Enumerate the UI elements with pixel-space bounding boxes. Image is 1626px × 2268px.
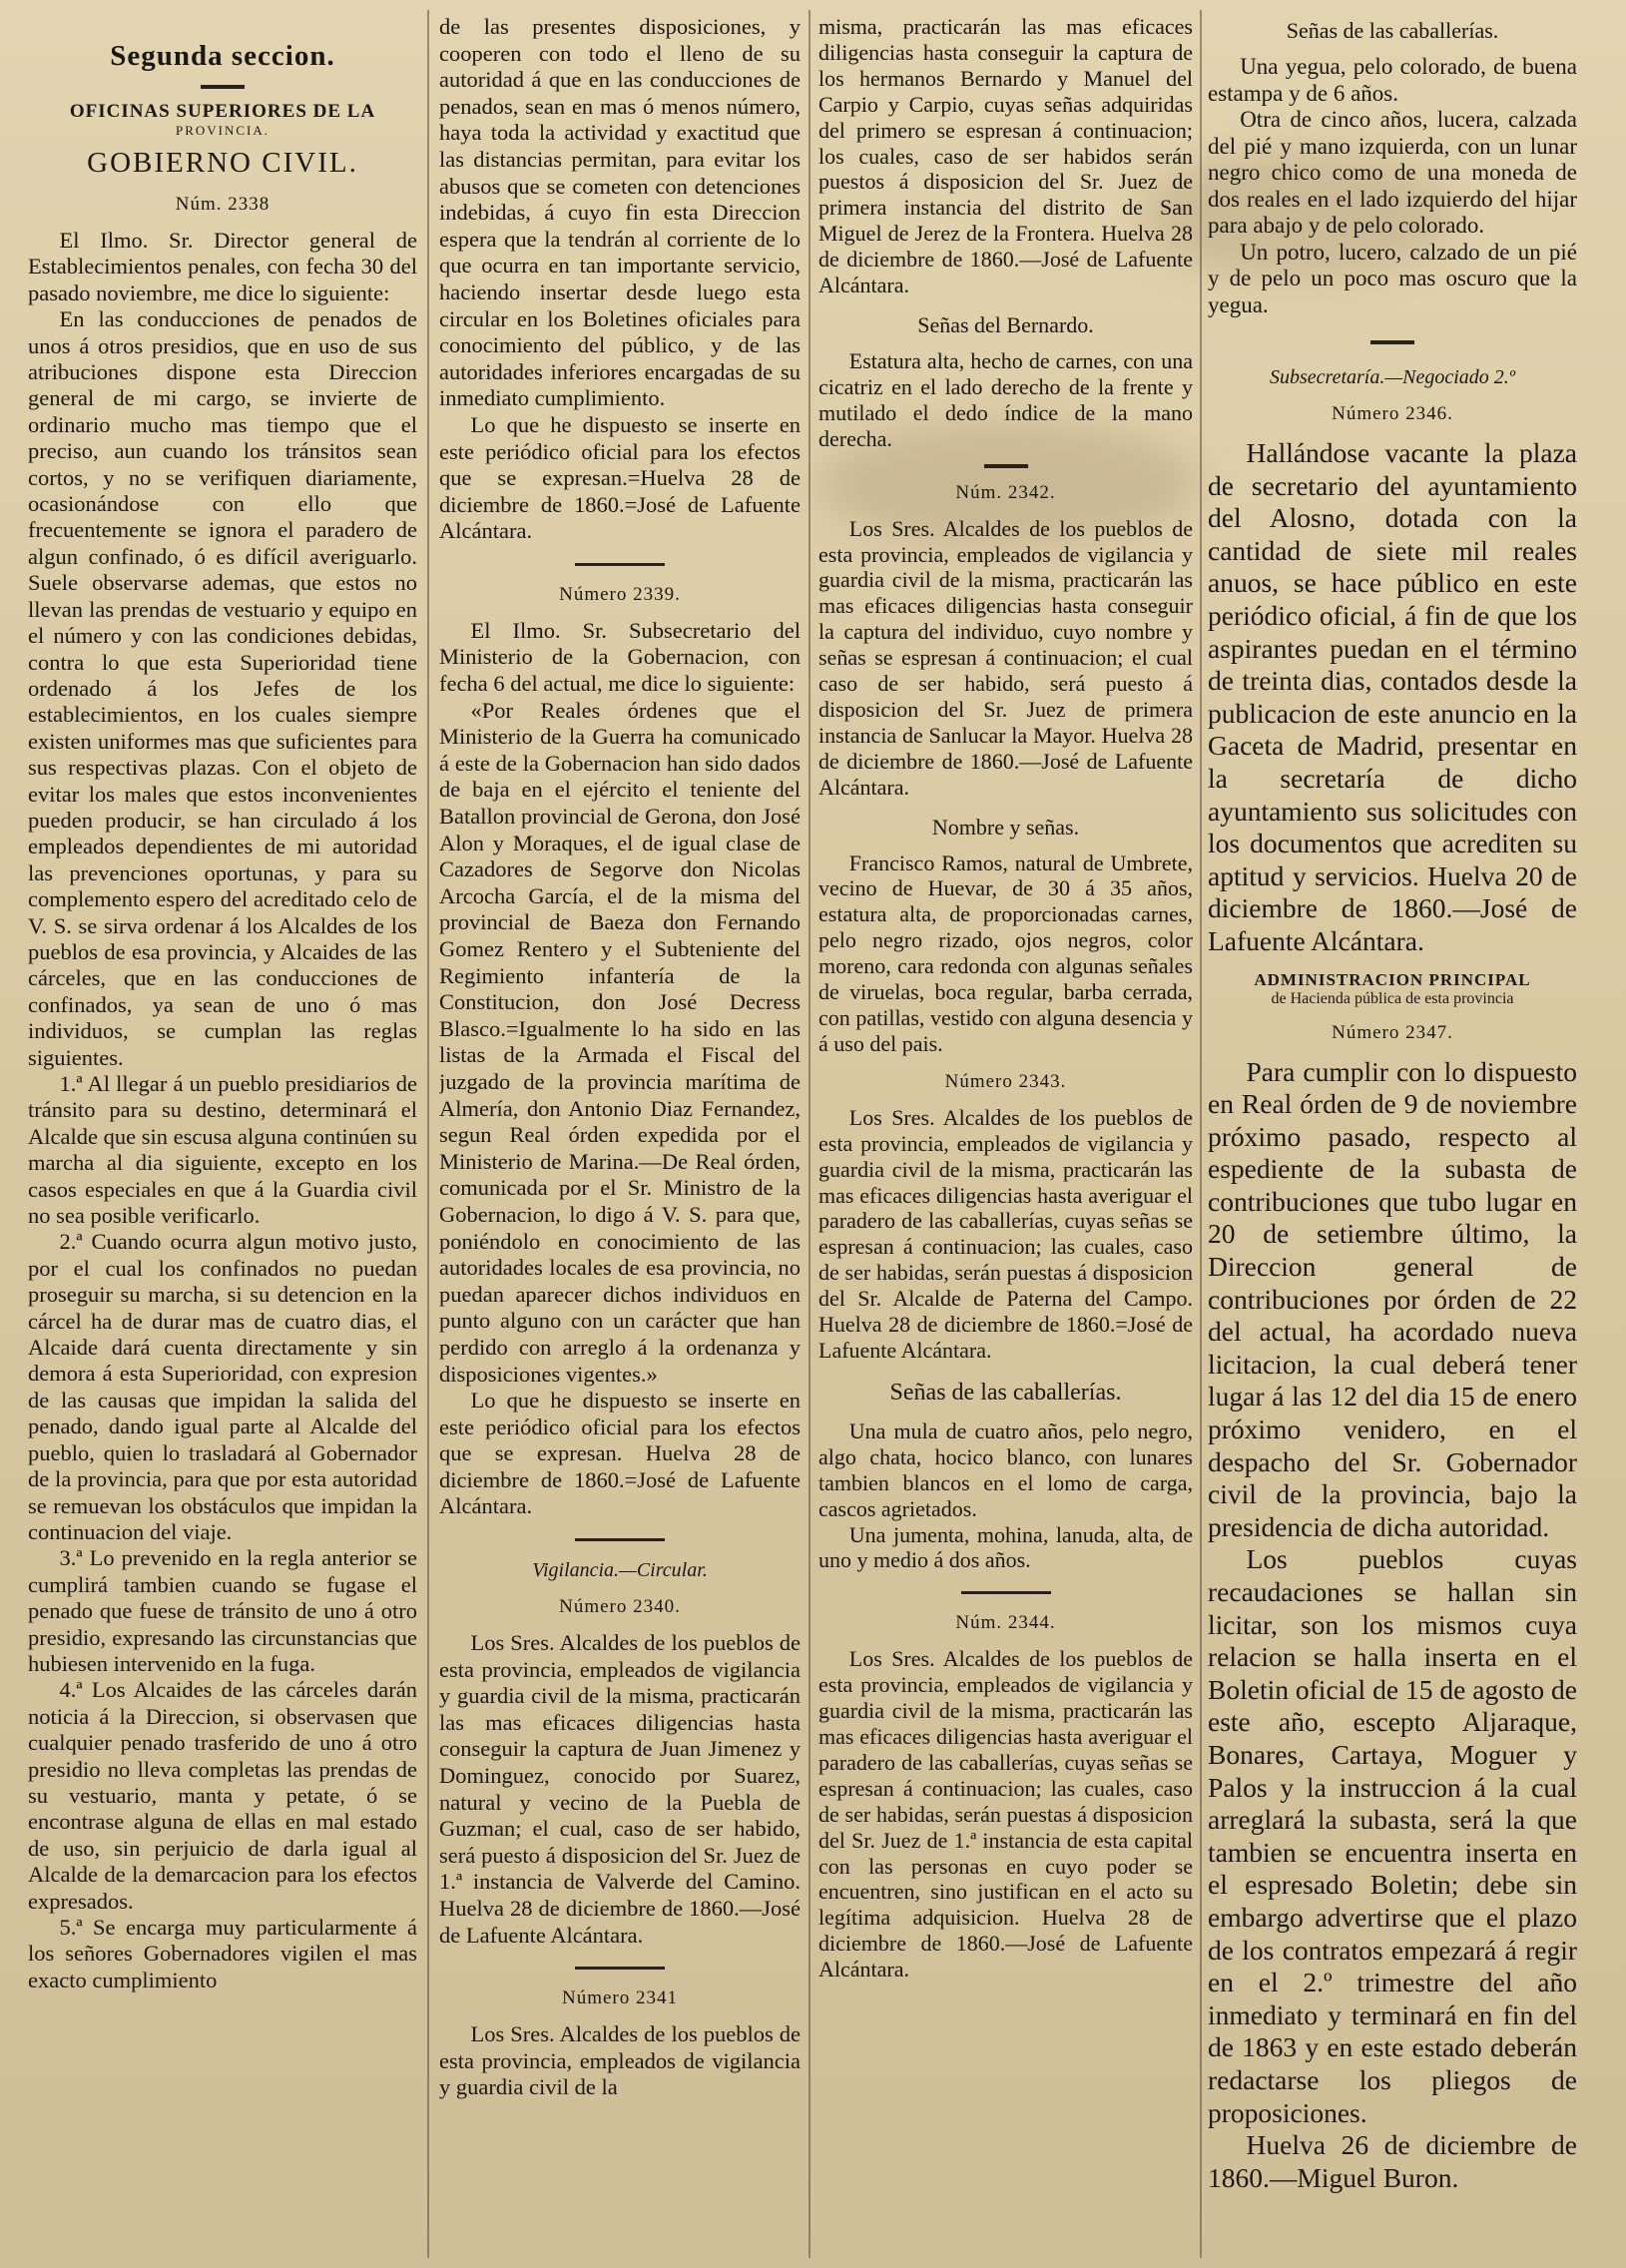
paragraph: de las presentes disposiciones, y cooperen con todo el lleno de su autoridad á que en las conducciones de penados, sean en mas ó menos número, haya toda la actividad y exactitud que las distancias permitan, para evitar los abusos que se cometen con detenciones indebidas, á cuyo fin esta Direccion espera que la tendrán al corriente de lo que ocurra en tan importante servicio, haciendo insertar desde luego esta circular en los Boletines oficiales para conocimiento del público, y de las autoridades inferiores encargadas de su inmediato cumplimiento.: [439, 14, 801, 411]
separator: [984, 464, 1028, 468]
paragraph: Otra de cinco años, lucera, calzada del pié y mano izquierda, con un lunar negro chico como de una moneda de dos reales en el lado izquierdo del hijar para abajo y de pelo colorado.: [1208, 107, 1577, 238]
paragraph: Una yegua, pelo colorado, de buena estampa y de 6 años.: [1208, 54, 1577, 106]
separator: [575, 1538, 665, 1541]
paragraph: Un potro, lucero, calzado de un pié y de pelo un poco mas oscuro que la yegua.: [1208, 239, 1577, 317]
separator: [961, 1591, 1051, 1594]
number-heading-2347: Número 2347.: [1332, 1021, 1453, 1043]
paragraph: Hallándose vacante la plaza de secretario del ayuntamiento del Alosno, dotada con la cantidad de siete mil reales anuos, se hace público en este periódico oficial, á fin de que los aspirantes puedan en el término de treinta dias, contados desde la publicacion de este anuncio en la Gaceta de Madrid, presentar en la secretaría de dicho ayuntamiento sus solicitudes con los documentos que acrediten su aptitud y servicios. Huelva 20 de diciembre de 1860.—José de Lafuente Alcántara.: [1208, 437, 1577, 956]
paragraph: Para cumplir con lo dispuesto en Real órden de 9 de noviembre próximo pasado, respecto al espediente de la subasta de contribuciones que tubo lugar en 20 de setiembre último, la Direccion general de contribuciones por órden de 22 del actual, ha acordado nueva licitacion, la cual deberá tener lugar á las 12 del dia 15 de enero próximo venidero, en el despacho del Sr. Gobernador civil de la provincia, bajo la presidencia de dicha autoridad.: [1208, 1055, 1577, 1542]
paragraph: Los Sres. Alcaldes de los pueblos de esta provincia, empleados de vigilancia y guardia civil de la misma, practicarán las mas eficaces diligencias hasta averiguar el paradero de las caballerías, cuyas señas se espresan á continuacion; las cuales, caso de ser habidas, serán puestas á disposicion del Sr. Juez de 1.ª instancia de esta capital con las personas en cuyo poder se encuentren, sino justifican en el acto su legítima adquisicion. Huelva 28 de diciembre de 1860.—José de Lafuente Alcántara.: [818, 1646, 1193, 1983]
paragraph: 1.ª Al llegar á un pueblo presidiarios de tránsito para su destino, determinará el Alcalde que sin escusa alguna continúen su marcha al dia siguiente, excepto en los casos especiales en que á la Guardia civil no sea posible verificarlo.: [28, 1071, 417, 1229]
number-heading-2339: Número 2339.: [559, 583, 681, 605]
paragraph: Los Sres. Alcaldes de los pueblos de esta provincia, empleados de vigilancia y guardia civil de la misma, practicarán las mas eficaces diligencias hasta conseguir la captura del individuo, cuyo nombre y señas se espresan á continuacion; el cual caso de ser habido, será puesto á disposicion del Sr. Juez de primera instancia de Sanlucar la Mayor. Huelva 28 de diciembre de 1860.—José de Lafuente Alcántara.: [818, 515, 1193, 800]
senas-caballerias-heading: Señas de las caballerías.: [1286, 18, 1499, 43]
paragraph: Los pueblos cuyas recaudaciones se hallan sin licitar, son los mismos cuya relacion se halla inserta en el Boletin oficial de 15 de agosto de este año, escepto Aljaraque, Bonares, Cartaya, Moguer y Palos y la instruccion á la cual arreglará la subasta, será la que tambien se encuentra inserta en el espresado Boletin; debe sin embargo advertirse que el plazo de los contratos empezará á regir en el 2.º trimestre del año inmediato y terminará en fin del de 1863 y en este estado deberán redactarse los pliegos de proposiciones.: [1208, 1543, 1577, 2128]
paragraph: Los Sres. Alcaldes de los pueblos de esta provincia, empleados de vigilancia y guardia civil de la: [439, 2021, 801, 2100]
senas-caballerias-heading: Señas de las caballerías.: [889, 1379, 1122, 1406]
paragraph: Francisco Ramos, natural de Umbrete, vecino de Huevar, de 30 á 35 años, estatura alta, de proporcionadas carnes, pelo negro rizado, ojos negros, color moreno, cara redonda con algunas señales de viruelas, boca regular, barba cerrada, con patillas, vestido con alguna desencia y á uso del pais.: [818, 850, 1193, 1056]
separator: [575, 1967, 665, 1970]
paragraph: Una jumenta, mohina, lanuda, alta, de uno y medio á dos años.: [818, 1521, 1193, 1573]
column-3: [818, 14, 1193, 2260]
paragraph: El Ilmo. Sr. Director general de Establecimientos penales, con fecha 30 del pasado noviembre, me dice lo siguiente:: [28, 228, 417, 305]
number-heading-2342: Núm. 2342.: [955, 481, 1056, 503]
paragraph: El Ilmo. Sr. Subsecretario del Ministerio de la Gobernacion, con fecha 6 del actual, me dice lo siguiente:: [439, 617, 801, 697]
paragraph: Lo que he dispuesto se inserte en este periódico oficial para los efectos que se expresan. Huelva 28 de diciembre de 1860.=José de Lafuente Alcántara.: [439, 1388, 801, 1519]
paragraph: 3.ª Lo prevenido en la regla anterior se cumplirá tambien cuando se fugase el penado que fuese de tránsito de uno á otro presidio, expresando las circunstancias que hubiesen intervenido en la fuga.: [28, 1545, 417, 1676]
vigilancia-heading: Vigilancia.—Circular.: [532, 1559, 708, 1582]
separator: [1370, 340, 1414, 344]
paragraph: «Por Reales órdenes que el Ministerio de la Guerra ha comunicado á este de la Gobernacion han sido dados de baja en el ejército el teniente del Batallon provincial de Gerona, don José Alon y Moraques, el de igual clase de Cazadores de Segorve don Nicolas Arcocha García, el de la misma del provincial de Baeza don Fernando Gomez Rentero y el Subteniente del Regimiento infantería de la Constitucion, don José Decress Blasco.=Igualmente lo ha sido en las listas de la Armada el Fiscal del juzgado de la provincia marítima de Almería, don Antonio Diaz Fernandez, segun Real órden expedida por el Ministerio de Marina.—De Real órden, comunicada por el Sr. Ministro de la Gobernacion, lo digo á V. S. para que, poniéndolo en conocimiento de las autoridades locales de esa provincia, no puedan aparecer dichos individuos en punto alguno con un carácter que han perdido con arreglo á la ordenanza y disposiciones vigentes.»: [439, 697, 801, 1387]
paragraph: Una mula de cuatro años, pelo negro, algo chata, hocico blanco, con lunares tambien blancos en el lomo de carga, cascos agrietados.: [818, 1418, 1193, 1521]
column-rule: [809, 10, 811, 2258]
administracion-subheading: de Hacienda pública de esta provincia: [1271, 989, 1514, 1007]
paragraph: Huelva 26 de diciembre de 1860.—Miguel Buron.: [1208, 2129, 1577, 2193]
paragraph: Los Sres. Alcaldes de los pueblos de esta provincia, empleados de vigilancia y guardia civil de la misma, practicarán las mas eficaces diligencias hasta averiguar el paradero de las caballerías, cuyas señas se espresan á continuacion; las cuales, caso de ser habidas, serán puestas á disposicion del Sr. Alcalde de Paterna del Campo. Huelva 28 de diciembre de 1860.=José de Lafuente Alcántara.: [818, 1104, 1193, 1363]
number-heading-2340: Número 2340.: [559, 1596, 681, 1618]
column-1: [28, 14, 417, 2260]
paragraph: misma, practicarán las mas eficaces diligencias hasta conseguir la captura de los hermanos Bernardo y Manuel del Carpio y Carpio, cuyas señas adquiridas del primero se espresan á continuacion; los cuales, caso de ser habidos serán puestos á disposicion del Sr. Juez de primera instancia del distrito de San Miguel de Jerez de la Frontera. Huelva 28 de diciembre de 1860.—José de Lafuente Alcántara.: [818, 14, 1193, 298]
section-title: Segunda seccion.: [110, 40, 335, 72]
paragraph: En las conducciones de penados de unos á otros presidios, que en uso de sus atribuciones dispone esta Direccion general de mi cargo, se invierte de ordinario mucho mas tiempo que el preciso, aun cuando los tránsitos sean cortos, y no se verifiquen diariamente, ocasionándose con ello que frecuentemente se ignora el paradero de algun confinado, ó es difícil averiguarlo. Suele observarse ademas, que estos no llevan las prendas de vestuario y equipo en el número y con las condiciones debidas, contra lo que esta Superioridad tiene ordenado á los Jefes de los establecimientos, en los cuales siempre existen uniformes mas que suficientes para sus respectivas plazas. Con el objeto de evitar los males que estos inconvenientes pueden producir, se han circulado á los empleados dependientes de mi autoridad las prevenciones oportunas, y para su complemento espero del acreditado celo de V. S. se sirva ordenar á los Alcaldes de los pueblos de esa provincia, y Alcaides de las cárceles, que en las conducciones de confinados, ya sean de uno ó mas individuos, se cumplan las reglas siguientes.: [28, 306, 417, 1070]
paragraph: Estatura alta, hecho de carnes, con una cicatriz en el lado derecho de la frente y mutilado el dedo índice de la mano derecha.: [818, 347, 1193, 451]
office-header: OFICINAS SUPERIORES DE LA: [69, 101, 376, 122]
number-heading-2344: Núm. 2344.: [955, 1612, 1056, 1634]
gobierno-civil-heading: GOBIERNO CIVIL.: [87, 147, 358, 179]
column-rule: [427, 10, 429, 2258]
paragraph: Lo que he dispuesto se inserte en este periódico oficial para los efectos que se expresan.=Huelva 28 de diciembre de 1860.=José de Lafuente Alcántara.: [439, 411, 801, 544]
administracion-heading: ADMINISTRACION PRINCIPAL: [1254, 969, 1531, 989]
office-subheader: PROVINCIA.: [175, 123, 271, 138]
separator: [575, 563, 665, 566]
paragraph: 5.ª Se encarga muy particularmente á los señores Gobernadores vigilen el mas exacto cumplimiento: [28, 1915, 417, 1992]
column-rule: [1200, 10, 1202, 2258]
number-heading-2338: Núm. 2338: [175, 194, 271, 215]
column-2: [439, 14, 801, 2260]
nombre-senas-heading: Nombre y señas.: [931, 814, 1080, 840]
paragraph: Los Sres. Alcaldes de los pueblos de esta provincia, empleados de vigilancia y guardia civil de la misma, practicarán las mas eficaces diligencias hasta conseguir la captura de Juan Jimenez y Dominguez, conocido por Suarez, natural y vecino de la Puebla de Guzman; el cual, caso de ser habido, será puesto á disposicion del Sr. Juez de 1.ª instancia de Valverde del Camino. Huelva 28 de diciembre de 1860.—José de Lafuente Alcántara.: [439, 1630, 801, 1948]
paragraph: 4.ª Los Alcaides de las cárceles darán noticia á la Direccion, si observasen que cualquier penado trasferido de uno á otro presidio no lleva completas las prendas de su vestuario, manta y petate, ó se encontrase alguna de ellas en mal estado de uso, sin perjuicio de darla igual al Alcalde de la demarcacion para los efectos expresados.: [28, 1677, 417, 1914]
number-heading-2343: Número 2343.: [944, 1070, 1067, 1092]
paragraph: 2.ª Cuando ocurra algun motivo justo, por el cual los confinados no puedan proseguir su marcha, si su detencion en la cárcel ha de durar mas de cuatro dias, el Alcaide dará cuenta directamente y sin demora á esta Superioridad, con expresion de las causas que impidan la salida del penado, dando igual parte al Alcalde del pueblo, quien lo trasladará al Gobernador de la provincia, para que por esta autoridad se remuevan los obstáculos que impidan la continuacion del viaje.: [28, 1229, 417, 1544]
number-heading-2346: Número 2346.: [1332, 403, 1453, 424]
number-heading-2341: Número 2341: [561, 1987, 678, 2009]
subsecretaria-heading: Subsecretaría.—Negociado 2.º: [1270, 366, 1515, 388]
separator: [201, 85, 245, 89]
senas-bernardo-heading: Señas del Bernardo.: [917, 311, 1094, 337]
column-4: [1208, 14, 1577, 2260]
